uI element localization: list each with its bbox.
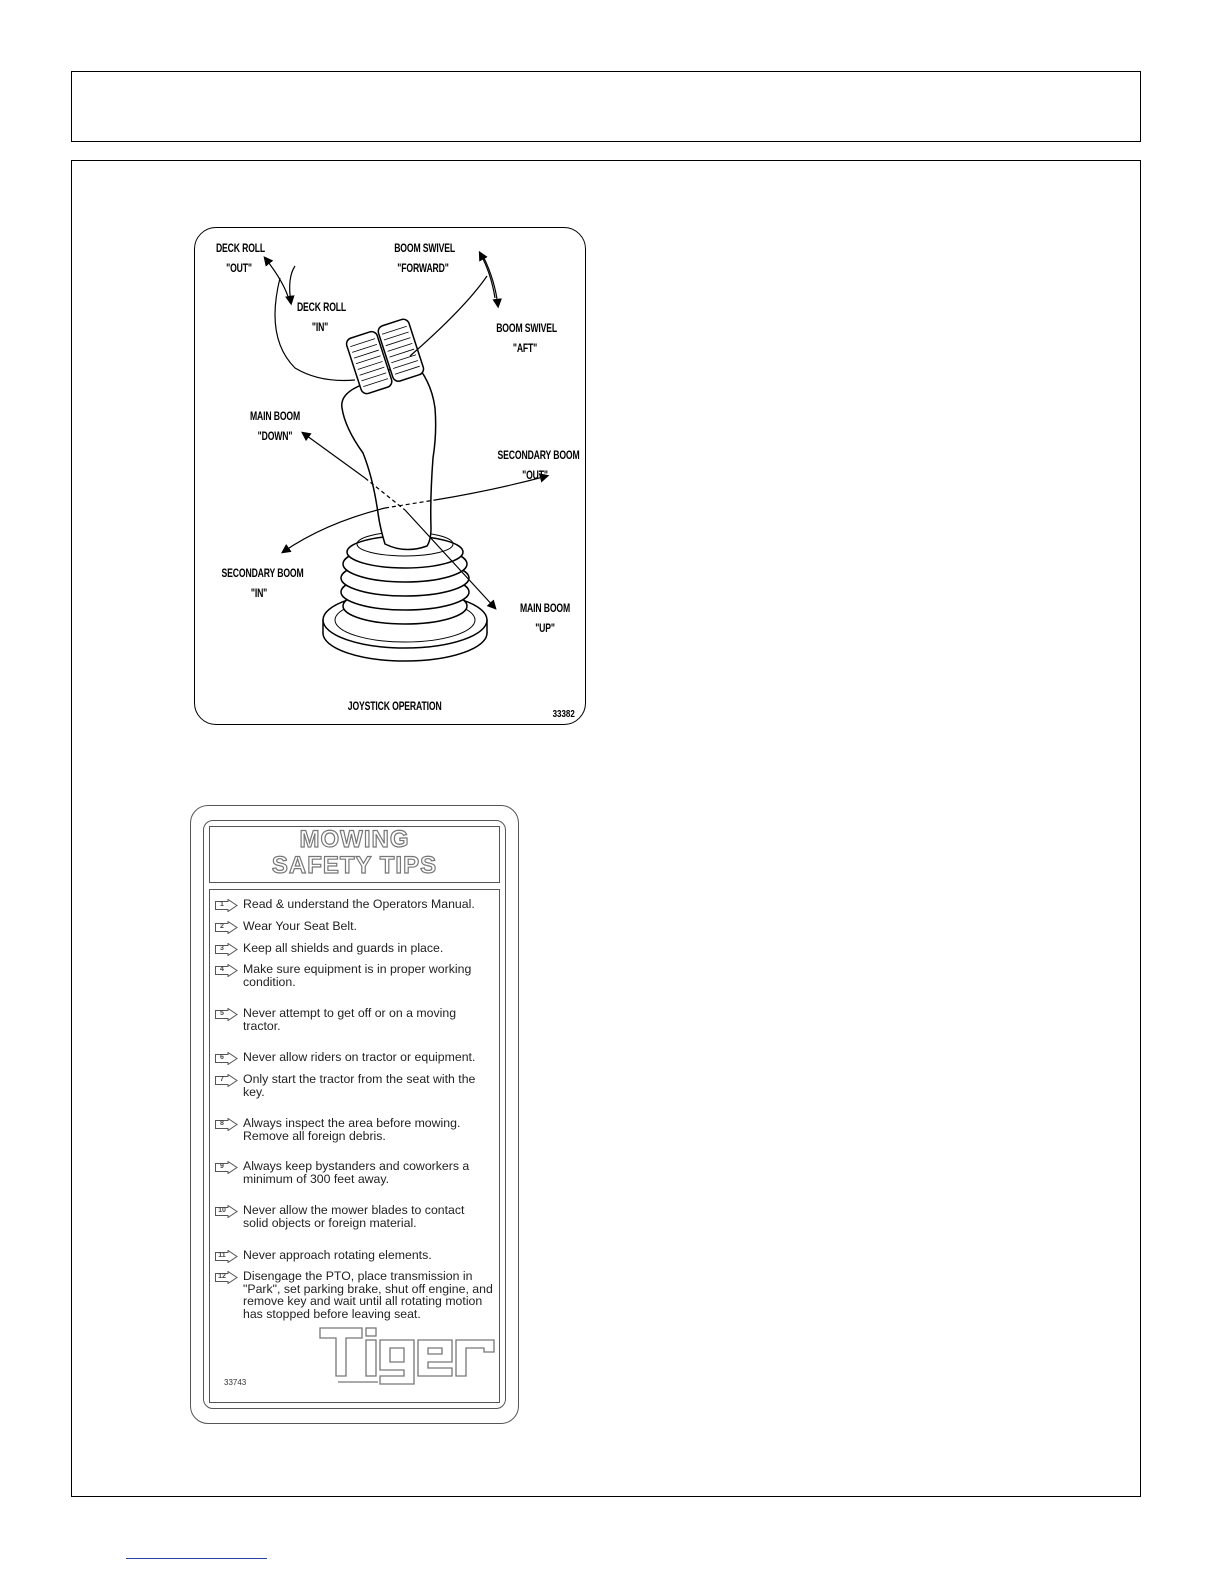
- decal-inner-border: [203, 820, 506, 1409]
- label-main-boom-up: MAIN BOOM "UP": [519, 601, 571, 635]
- header-frame: [71, 71, 1141, 142]
- decal-title: [209, 826, 500, 883]
- tip-text: Disengage the PTO, place transmission in "Park", set parking brake, shut off engine, and remove key and wait until all rotating motion has stopped before leaving seat.: [243, 1269, 493, 1321]
- tip-text: Never approach rotating elements.: [243, 1248, 432, 1262]
- tip-number: 9: [220, 1163, 224, 1170]
- tip-number: 10: [218, 1207, 226, 1214]
- arrow-number-icon: [215, 1074, 238, 1087]
- footer-link-underline: [126, 1558, 267, 1559]
- arrow-number-icon: [215, 921, 238, 934]
- tip-text: Never allow riders on tractor or equipment.: [243, 1050, 476, 1064]
- tip-text: Never allow the mower blades to contact solid objects or foreign material.: [243, 1203, 465, 1230]
- joystick-operation-decal: [194, 227, 586, 725]
- tips-list: [209, 889, 500, 1403]
- tip-text: Read & understand the Operators Manual.: [243, 897, 475, 911]
- title-line-1: MOWING: [299, 826, 410, 853]
- tip-item: [215, 1007, 493, 1032]
- arrow-number-icon: [215, 964, 238, 977]
- label-deck-roll-out: DECK ROLL "OUT": [215, 241, 266, 275]
- label-secondary-boom-out: SECONDARY BOOM "OUT": [497, 448, 580, 482]
- tip-number: 7: [220, 1076, 224, 1083]
- tip-number: 2: [220, 923, 224, 930]
- tiger-logo-icon: [318, 1326, 498, 1386]
- label-deck-roll-in: DECK ROLL "IN": [296, 300, 347, 334]
- decal-part-number: 33382: [552, 709, 575, 720]
- label-boom-swivel-forward: BOOM SWIVEL "FORWARD": [394, 241, 456, 275]
- decal-part-number: 33743: [224, 1378, 247, 1387]
- tip-text: Only start the tractor from the seat with the key.: [243, 1072, 476, 1099]
- tip-text: Never attempt to get off or on a moving tractor.: [243, 1006, 457, 1033]
- arrow-number-icon: [215, 1008, 238, 1021]
- tip-item: [215, 1160, 493, 1185]
- label-secondary-boom-in: SECONDARY BOOM "IN": [221, 566, 304, 600]
- label-main-boom-down: MAIN BOOM "DOWN": [249, 409, 301, 443]
- tip-text: Wear Your Seat Belt.: [243, 919, 357, 933]
- decal-caption: JOYSTICK OPERATION: [347, 699, 442, 713]
- tip-item: [215, 1249, 493, 1263]
- arrow-number-icon: [215, 943, 238, 956]
- tip-item: [215, 1117, 493, 1142]
- tip-number: 12: [218, 1273, 226, 1280]
- arrow-number-icon: [215, 1250, 238, 1263]
- tip-text: Make sure equipment is in proper working condition.: [243, 962, 472, 989]
- arrow-number-icon: [215, 1052, 238, 1065]
- tip-item: [215, 963, 493, 988]
- title-line-2: SAFETY TIPS: [271, 852, 438, 879]
- arrow-number-icon: [215, 899, 238, 912]
- arrow-number-icon: [215, 1271, 238, 1284]
- tip-item: [215, 920, 493, 934]
- tip-item: [215, 898, 493, 912]
- tip-item: [215, 1051, 493, 1065]
- tip-item: [215, 1204, 493, 1229]
- tip-item: [215, 942, 493, 956]
- arrow-number-icon: [215, 1118, 238, 1131]
- tip-number: 11: [218, 1252, 226, 1259]
- tip-number: 5: [220, 1010, 224, 1017]
- arrow-number-icon: [215, 1205, 238, 1218]
- tip-number: 4: [220, 966, 224, 973]
- tip-item: [215, 1073, 493, 1098]
- tip-text: Always inspect the area before mowing. Remove all foreign debris.: [243, 1116, 461, 1143]
- tip-number: 3: [220, 945, 224, 952]
- tip-text: Always keep bystanders and coworkers a minimum of 300 feet away.: [243, 1159, 470, 1186]
- tip-number: 6: [220, 1054, 224, 1061]
- tip-number: 8: [220, 1120, 224, 1127]
- label-boom-swivel-aft: BOOM SWIVEL "AFT": [496, 321, 558, 355]
- mowing-safety-tips-decal: [190, 805, 519, 1424]
- tip-item: [215, 1270, 493, 1320]
- tip-number: 1: [220, 901, 224, 908]
- arrow-number-icon: [215, 1161, 238, 1174]
- tip-text: Keep all shields and guards in place.: [243, 941, 444, 955]
